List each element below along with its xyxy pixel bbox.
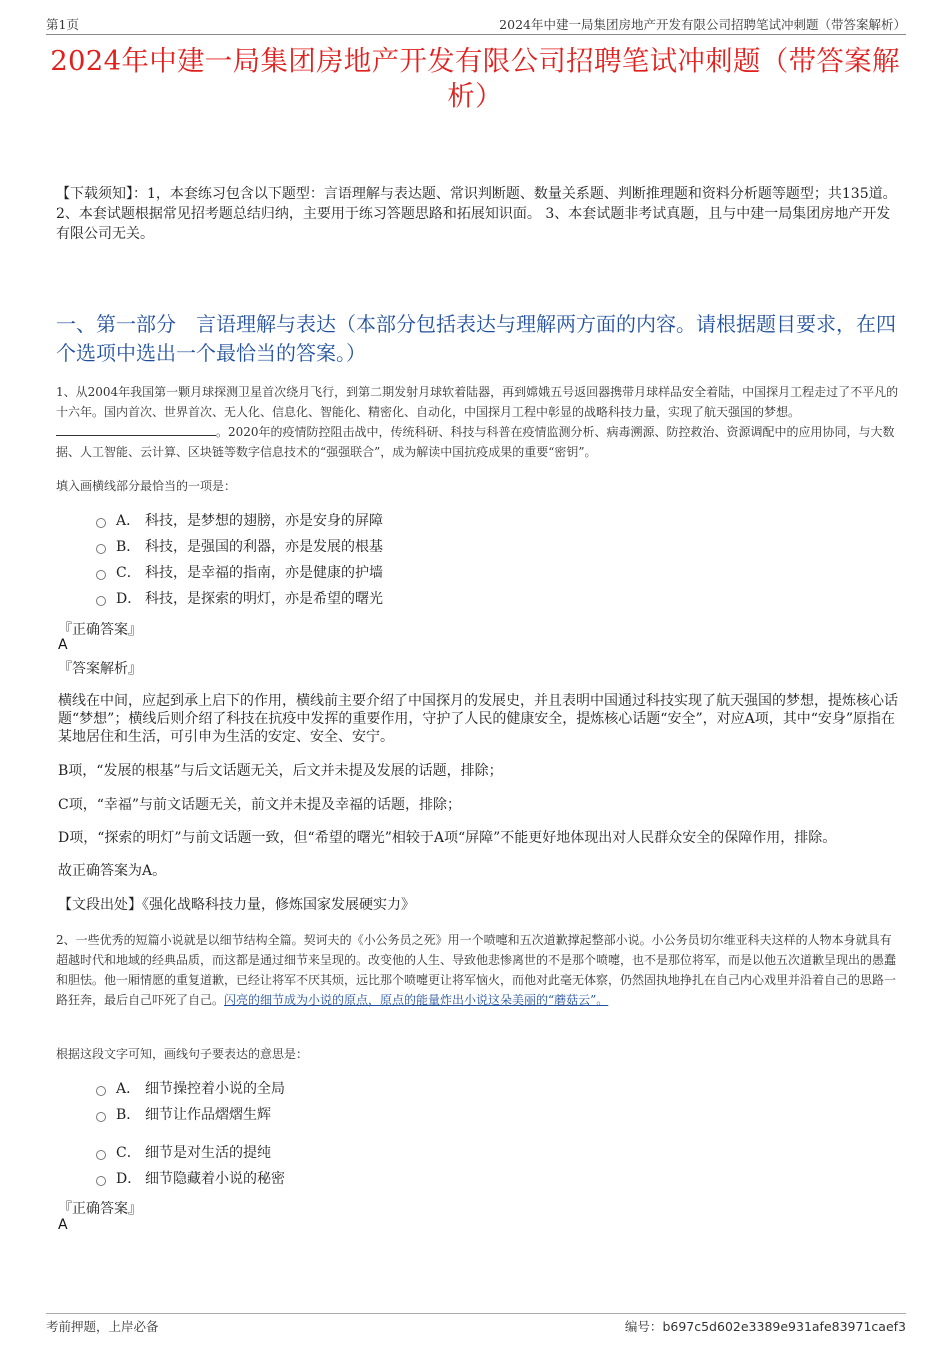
radio-button[interactable] bbox=[96, 544, 106, 554]
question-1-text-before: 1、从2004年我国第一颗月球探测卫星首次绕月飞行，到第二期发射月球软着陆器，再到嫦娥五号返回器携带月球样品安全着陆，中国探月工程走过了不平凡的十六年。国内首次、世界首次、无人化、信息化、智能化、精密化、自动化，中国探月工程中彰显的战略科技力量，实现了航天强国的梦想。 bbox=[56, 385, 899, 419]
radio-button[interactable] bbox=[96, 518, 106, 528]
fill-blank bbox=[56, 423, 216, 436]
radio-button[interactable] bbox=[96, 1112, 106, 1122]
section-heading: 一、第一部分 言语理解与表达（本部分包括表达与理解两方面的内容。请根据题目要求，在四个选项中选出一个最恰当的答案。） bbox=[56, 312, 896, 365]
radio-button[interactable] bbox=[96, 1176, 106, 1186]
radio-button[interactable] bbox=[96, 570, 106, 580]
download-notice: 【下载须知】：1，本套练习包含以下题型：言语理解与表达题、常识判断题、数量关系题、判断推理题和资料分析题等题型；共135道。 2、本套试题根据常见招考题总结归纳，主要用于练习答题思路和拓展知识面。 3、本套试题非考试真题，且与中建一局集团房地产开发有限公司无关。 bbox=[56, 186, 897, 242]
question-2-text bbox=[56, 930, 902, 1010]
page-header bbox=[46, 14, 906, 35]
page-number: 第1页 bbox=[46, 17, 79, 32]
option-letter: B． bbox=[116, 539, 141, 555]
document-code bbox=[625, 1317, 906, 1335]
question-2-prompt: 根据这段文字可知，画线句子要表达的意思是： bbox=[56, 1047, 309, 1061]
option-text: 科技，是强国的利器，亦是发展的根基 bbox=[145, 539, 383, 555]
correct-answer: A bbox=[58, 1217, 68, 1233]
option-letter: A． bbox=[116, 513, 141, 529]
option-text: 科技，是幸福的指南，亦是健康的护墙 bbox=[145, 565, 383, 581]
option-text: 细节操控着小说的全局 bbox=[145, 1081, 285, 1097]
option-letter: A． bbox=[116, 1081, 141, 1097]
option-text: 细节是对生活的提纯 bbox=[145, 1145, 271, 1161]
option-letter: C． bbox=[116, 1145, 141, 1161]
analysis-paragraph: 横线在中间，应起到承上启下的作用，横线前主要介绍了中国探月的发展史，并且表明中国通过科技实现了航天强国的梦想，提炼核心话题“梦想”；横线后则介绍了科技在抗疫中发挥的重要作用，守护了人民的健康安全，提炼核心话题“安全”，对应A项，其中“安身”原指在某地居住和生活，可引申为生活的安定、安全、安宁。 bbox=[58, 693, 898, 745]
option-text: 细节让作品熠熠生辉 bbox=[145, 1107, 271, 1123]
code-value: b697c5d602e3389e931afe83971caef3 bbox=[662, 1319, 906, 1334]
document-title: 2024年中建一局集团房地产开发有限公司招聘笔试冲刺题（带答案解析） bbox=[50, 45, 900, 112]
option-letter: C． bbox=[116, 565, 141, 581]
header-doc-title: 2024年中建一局集团房地产开发有限公司招聘笔试冲刺题（带答案解析） bbox=[499, 17, 906, 32]
page-footer bbox=[46, 1313, 906, 1334]
radio-button[interactable] bbox=[96, 1150, 106, 1160]
footer-slogan: 考前押题，上岸必备 bbox=[46, 1319, 159, 1334]
analysis-paragraph: C项，“幸福”与前文话题无关，前文并未提及幸福的话题，排除； bbox=[58, 797, 462, 813]
answer-label: 『正确答案』 bbox=[58, 1201, 142, 1217]
answer-label: 『正确答案』 bbox=[58, 622, 142, 638]
option-text: 细节隐藏着小说的秘密 bbox=[145, 1171, 285, 1187]
option-letter: B． bbox=[116, 1107, 141, 1123]
question-1-text bbox=[56, 382, 902, 462]
analysis-paragraph: D项，“探索的明灯”与前文话题一致，但“希望的曙光”相较于A项“屏障”不能更好地体现出对人民群众安全的保障作用，排除。 bbox=[58, 830, 837, 846]
option-text: 科技，是梦想的翅膀，亦是安身的屏障 bbox=[145, 513, 383, 529]
option-letter: D． bbox=[116, 591, 142, 607]
source-citation: 【文段出处】《强化战略科技力量，修炼国家发展硬实力》 bbox=[58, 897, 415, 913]
option-letter: D． bbox=[116, 1171, 142, 1187]
radio-button[interactable] bbox=[96, 1086, 106, 1096]
option-text: 科技，是探索的明灯，亦是希望的曙光 bbox=[145, 591, 383, 607]
question-2-body: 2、一些优秀的短篇小说就是以细节结构全篇。契诃夫的《小公务员之死》用一个喷嚏和五次道歉撑起整部小说。小公务员切尔维亚科夫这样的人物本身就具有超越时代和地域的经典品质，而这都是通过细节来呈现的。改变他的人生、导致他悲惨离世的不是那个喷嚏，也不是那位将军，而是以他五次道歉呈现出的愚蠢和胆怯。他一厢情愿的重复道歉，已经让将军不厌其烦，远比那个喷嚏更让将军恼火，而他对此毫无体察，仍然固执地挣扎在自己内心戏里并沿着自己的思路一路狂奔，最后自己吓死了自己。 bbox=[56, 933, 897, 1007]
question-1-text-after: 。2020年的疫情防控阻击战中，传统科研、科技与科普在疫情监测分析、病毒溯源、防控救治、资源调配中的应用协同，与大数据、人工智能、云计算、区块链等数字信息技术的“强强联合”，成为解读中国抗疫成果的重要“密钥”。 bbox=[56, 425, 895, 459]
radio-button[interactable] bbox=[96, 596, 106, 606]
code-label: 编号： bbox=[624, 1319, 663, 1334]
question-1-prompt: 填入画横线部分最恰当的一项是： bbox=[56, 479, 237, 493]
analysis-paragraph: B项，“发展的根基”与后文话题无关，后文并未提及发展的话题，排除； bbox=[58, 763, 503, 779]
correct-answer: A bbox=[58, 637, 68, 653]
analysis-label: 『答案解析』 bbox=[58, 661, 142, 677]
underlined-sentence: 闪亮的细节成为小说的原点，原点的能量炸出小说这朵美丽的“蘑菇云”。 bbox=[224, 993, 609, 1007]
analysis-conclusion: 故正确答案为A。 bbox=[58, 863, 167, 879]
